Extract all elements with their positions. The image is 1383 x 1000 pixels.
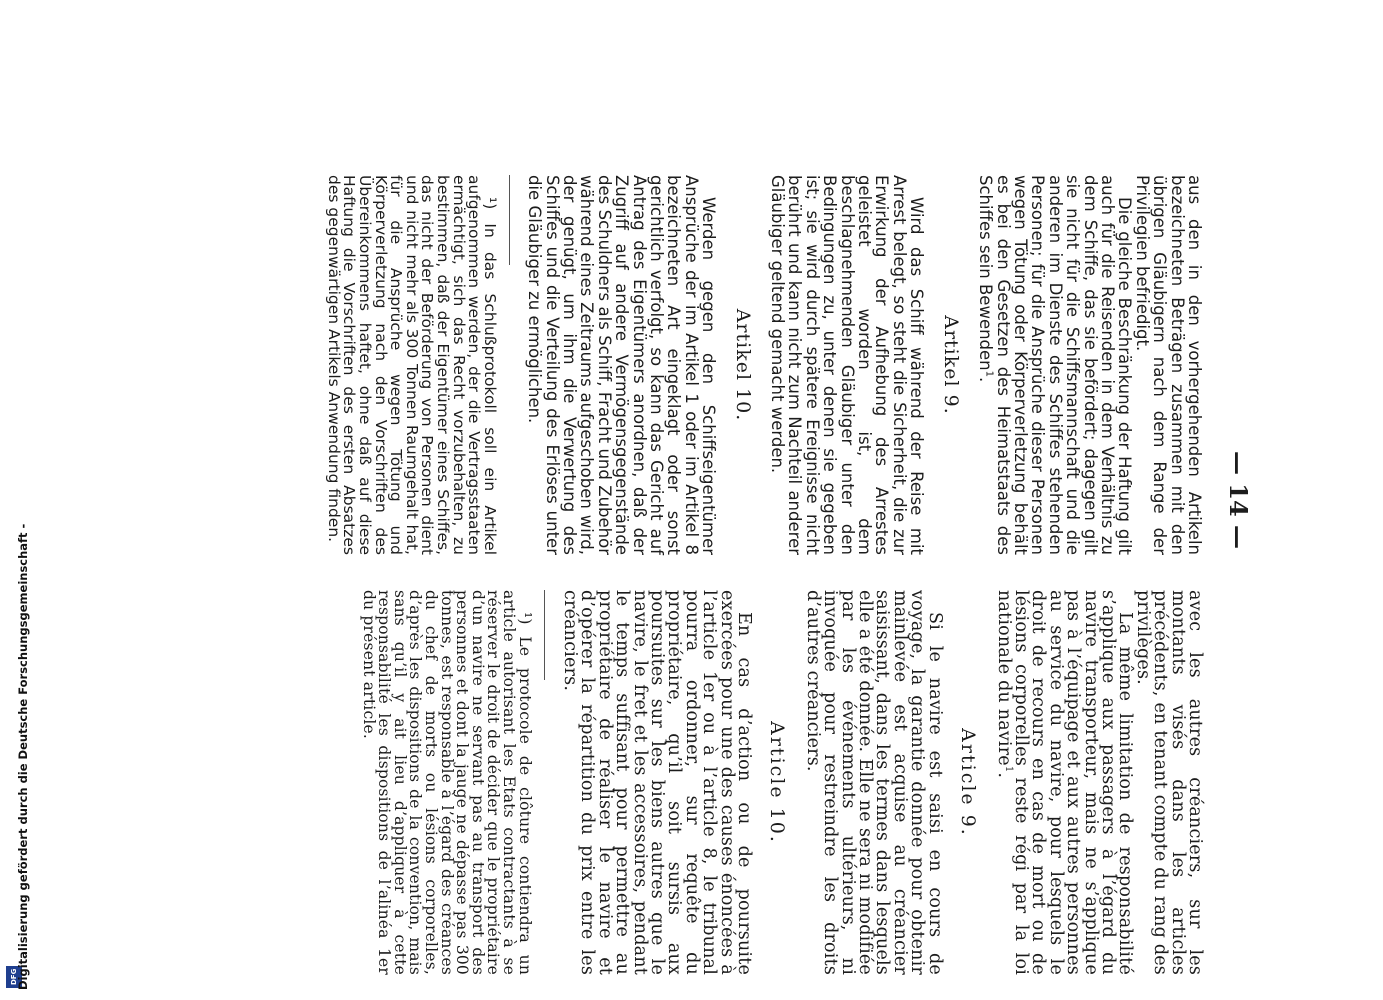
german-column	[325, 175, 1203, 555]
french-column	[360, 590, 1203, 975]
german-footnote-ref: 1	[983, 370, 995, 378]
french-footnote-text: ¹) Le protocole de clôture contiendra un article autorisant les Etats contractants à se réserver le droit de décider que le propriétaire d’un navire ne servant pas au transport des personnes et dont la jauge ne dépasse pas 300 tonnes, est responsable à l’égard des créances du chef de morts ou lésions corporelles, d’après les dispositions de la convention, mais sans qu’il y ait lieu d’appliquer à cette responsabilité les dispositions de l’alinéa 1er du présent article.	[359, 590, 534, 975]
french-footnote	[360, 590, 532, 975]
german-paragraph-1: aus den in den vorhergehenden Artikeln bezeichneten Beträgen zusammen mit den übrigen Gläubigern nach dem Range der Privilegien befriedigt.	[1132, 175, 1204, 555]
page-number: — 14 —	[1224, 450, 1253, 550]
german-article-10-text: Werden gegen den Schiffseigentümer Ansprüche der im Artikel 1 oder im Artikel 8 bezeichneten Art eingeklagt oder sonst gerichtlich verfolgt, so kann das Gericht auf Antrag des Eigentümers anordnen, daß der Zugriff auf andere Vermögensgegenstände des Schuldners als Schiff, Fracht und Zubehör während eines Zeitraums aufgeschoben wird, der genügt, um ihm die Verwertung des Schiffes und die Verteilung des Erlöses unter die Gläubiger zu ermöglichen.	[525, 175, 719, 555]
french-article-9-title: Article 9.	[957, 728, 980, 837]
french-paragraph-2-end: .	[993, 772, 1014, 779]
french-paragraph-2	[993, 590, 1136, 975]
french-footnote-ref: 1	[1002, 765, 1014, 773]
french-article-10-title: Article 10.	[766, 721, 789, 844]
french-paragraph-2-text: La même limitation de responsabilité s’applique aux passagers à l’égard du navire transporteur, mais ne s’applique pas à l’équipage et aux autres personnes au service du navire, pour lesquels le droit de recours en cas de mort ou de lésions corporelles reste régi par la loi nationale du navire	[993, 590, 1136, 975]
german-paragraph-2-text: Die gleiche Beschränkung der Haftung gilt auch für die Reisenden in dem Verhältnis zu dem Schiffe, das sie befördert; dagegen gilt sie nicht für die Schiffsmannschaft und die anderen im Dienste des Schiffes stehenden Personen; für die Ansprüche dieser Personen wegen Tötung oder Körperverletzung behält es bei den Gesetzen des Heimatstaats des Schiffes sein Bewenden	[976, 175, 1135, 555]
digitization-credit: Digitalisierung gefördert durch die Deutsche Forschungsgemeinschaft -	[16, 523, 30, 990]
german-article-10-title: Artikel 10.	[731, 308, 754, 422]
german-footnote-rule	[509, 175, 510, 265]
french-footnote-rule	[544, 590, 545, 680]
french-article-9-text: Si le navire est saisi en cours de voyage, la garantie donnée pour obtenir mainlevée est acquise au créancier saisissant, dans les termes dans lesquels elle a été donnée. Elle ne sera ni modifiée par les événements ultérieurs, ni invoquée pour restreindre les droits d’autres créanciers.	[802, 590, 945, 975]
french-article-10-text: En cas d’action ou de poursuite exercées pour une des causes énoncées à l’article 1er ou à l’article 8, le tribunal pourra ordonner, sur requête du propriétaire, qu’il soit sursis aux poursuites sur les biens autres que le navire, le fret et les accessoires, pendant le temps suffisant pour permettre au propriétaire de réaliser le navire et d’opérer la répartition du prix entre les créanciers.	[560, 590, 755, 975]
german-paragraph-2	[977, 175, 1134, 555]
german-footnote	[325, 175, 497, 555]
french-paragraph-1: avec les autres créanciers, sur les montants visés dans les articles précédents, en tenant compte du rang des privilèges.	[1132, 590, 1205, 975]
german-article-9-title: Artikel 9.	[939, 315, 962, 415]
german-article-9-text: Wird das Schiff während der Reise mit Arrest belegt, so steht die Sicherheit, die zur Erwirkung der Aufhebung des Arrestes geleistet worden ist, dem beschlagnehmenden Gläubiger unter den Bedingungen zu, unter denen sie gegeben ist; sie wird durch spätere Ereignisse nicht berührt und kann nicht zum Nachteil anderer Gläubiger geltend gemacht werden.	[768, 175, 927, 555]
dfg-logo: DFG	[6, 966, 22, 988]
german-paragraph-2-end: .	[976, 377, 996, 383]
german-footnote-text: ¹) In das Schlußprotokoll soll ein Artikel aufgenommen werden, der die Vertragsstaaten ermächtigt, sich das Recht vorzubehalten, zu bestimmen, daß der Eigentümer eines Schiffes, das nicht der Beförderung von Personen dient und nicht mehr als 300 Tonnen Raumgehalt hat, für die Ansprüche wegen Tötung und Körperverletzung nach den Vorschriften des Übereinkommens haftet, ohne daß auf diese Haftung die Vorschriften des ersten Absatzes des gegenwärtigen Artikels Anwendung finden.	[324, 175, 499, 555]
